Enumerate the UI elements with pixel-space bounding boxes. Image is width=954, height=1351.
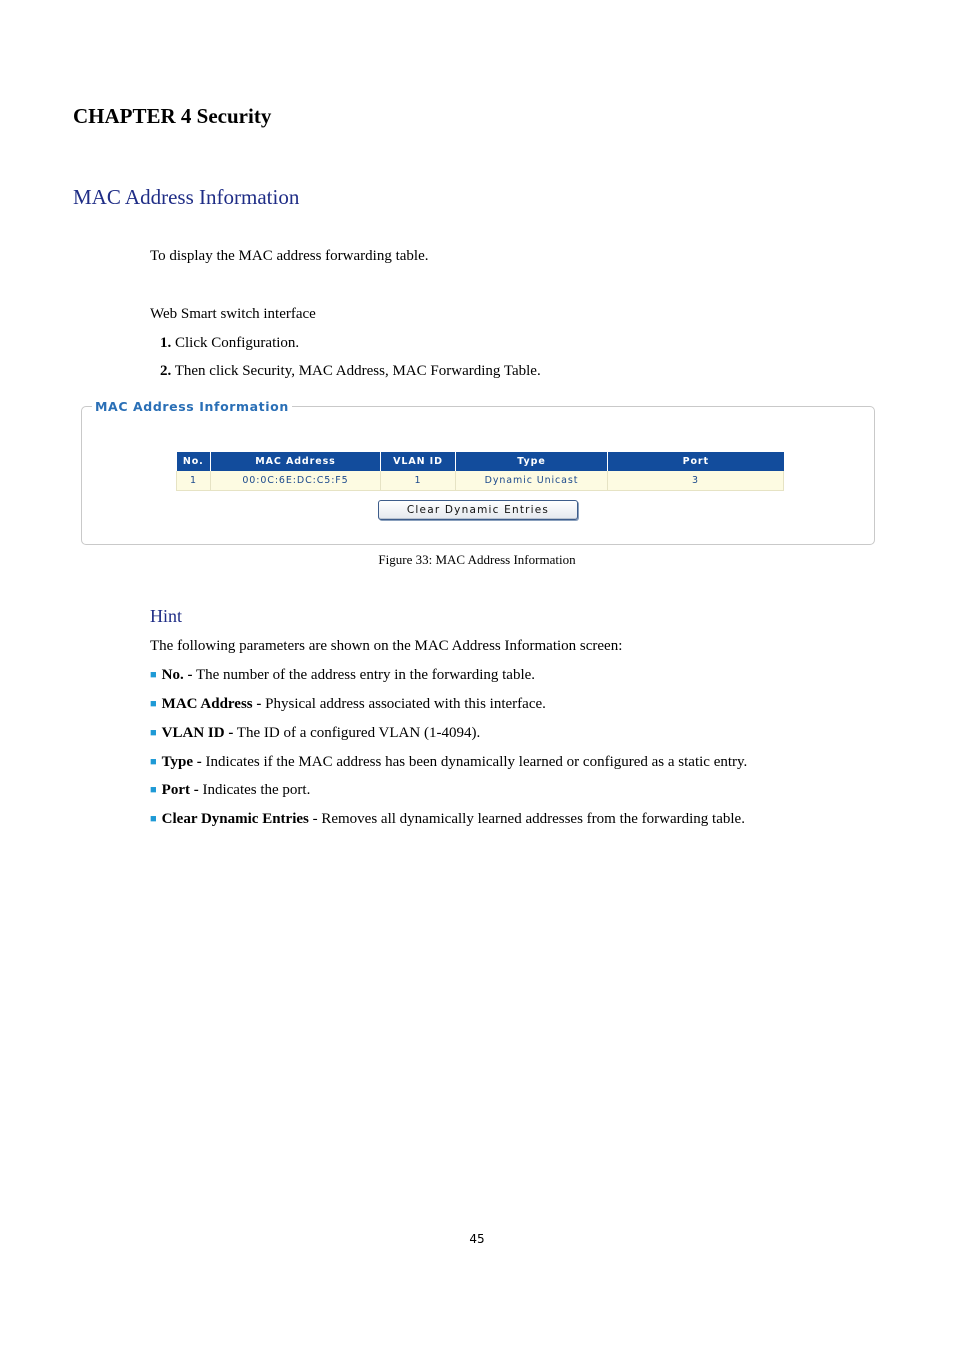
table-row <box>177 471 784 491</box>
term: Type - <box>161 754 202 770</box>
page-number: 45 <box>469 1232 485 1246</box>
section-title: MAC Address Information <box>73 185 300 209</box>
figure-caption: Figure 33: MAC Address Information <box>378 552 576 567</box>
term: Clear Dynamic Entries <box>161 811 309 827</box>
bullet-square-icon: ■ <box>150 756 157 768</box>
list-item <box>150 754 747 771</box>
bullet-square-icon: ■ <box>150 727 157 739</box>
list-item <box>150 782 310 799</box>
panel-title: MAC Address Information <box>92 399 292 414</box>
description: The number of the address entry in the forwarding table. <box>192 667 536 683</box>
col-type: Type <box>456 452 608 471</box>
step-2 <box>160 363 541 380</box>
description: - Removes all dynamically learned addresses from the forwarding table. <box>308 811 745 827</box>
step-text: Then click Security, MAC Address, MAC Forwarding Table. <box>171 363 541 379</box>
cell-mac-address: 00:0C:6E:DC:C5:F5 <box>211 471 381 491</box>
cell-vlan-id: 1 <box>381 471 456 491</box>
cell-type: Dynamic Unicast <box>456 471 608 491</box>
mac-table <box>176 452 784 491</box>
list-item <box>150 811 745 828</box>
bullet-square-icon: ■ <box>150 698 157 710</box>
list-item <box>150 667 535 684</box>
list-item <box>150 725 480 742</box>
description: Indicates the port. <box>198 782 311 798</box>
col-port: Port <box>608 452 784 471</box>
chapter-title: CHAPTER 4 Security <box>73 104 272 128</box>
term: MAC Address - <box>161 696 262 712</box>
col-vlan-id: VLAN ID <box>381 452 456 471</box>
bullet-square-icon: ■ <box>150 669 157 681</box>
term: Port - <box>161 782 199 798</box>
hint-intro: The following parameters are shown on the MAC Address Information screen: <box>150 638 623 654</box>
table-header-row <box>177 452 784 471</box>
clear-dynamic-entries-button[interactable]: Clear Dynamic Entries <box>378 500 578 520</box>
term: No. - <box>161 667 193 683</box>
cell-no: 1 <box>177 471 211 491</box>
col-no: No. <box>177 452 211 471</box>
col-mac-address: MAC Address <box>211 452 381 471</box>
bullet-square-icon: ■ <box>150 813 157 825</box>
web-interface-label: Web Smart switch interface <box>150 306 316 322</box>
term: VLAN ID - <box>161 725 234 741</box>
intro-text: To display the MAC address forwarding table. <box>150 248 429 264</box>
cell-port: 3 <box>608 471 784 491</box>
step-1 <box>160 335 299 352</box>
step-text: Click Configuration. <box>171 335 300 351</box>
bullet-square-icon: ■ <box>150 784 157 796</box>
list-item <box>150 696 546 713</box>
description: The ID of a configured VLAN (1-4094). <box>233 725 481 741</box>
step-number: 2. <box>160 363 172 379</box>
description: Physical address associated with this interface. <box>261 696 546 712</box>
description: Indicates if the MAC address has been dynamically learned or configured as a static entry. <box>201 754 748 770</box>
step-number: 1. <box>160 335 172 351</box>
hint-title: Hint <box>150 606 183 626</box>
